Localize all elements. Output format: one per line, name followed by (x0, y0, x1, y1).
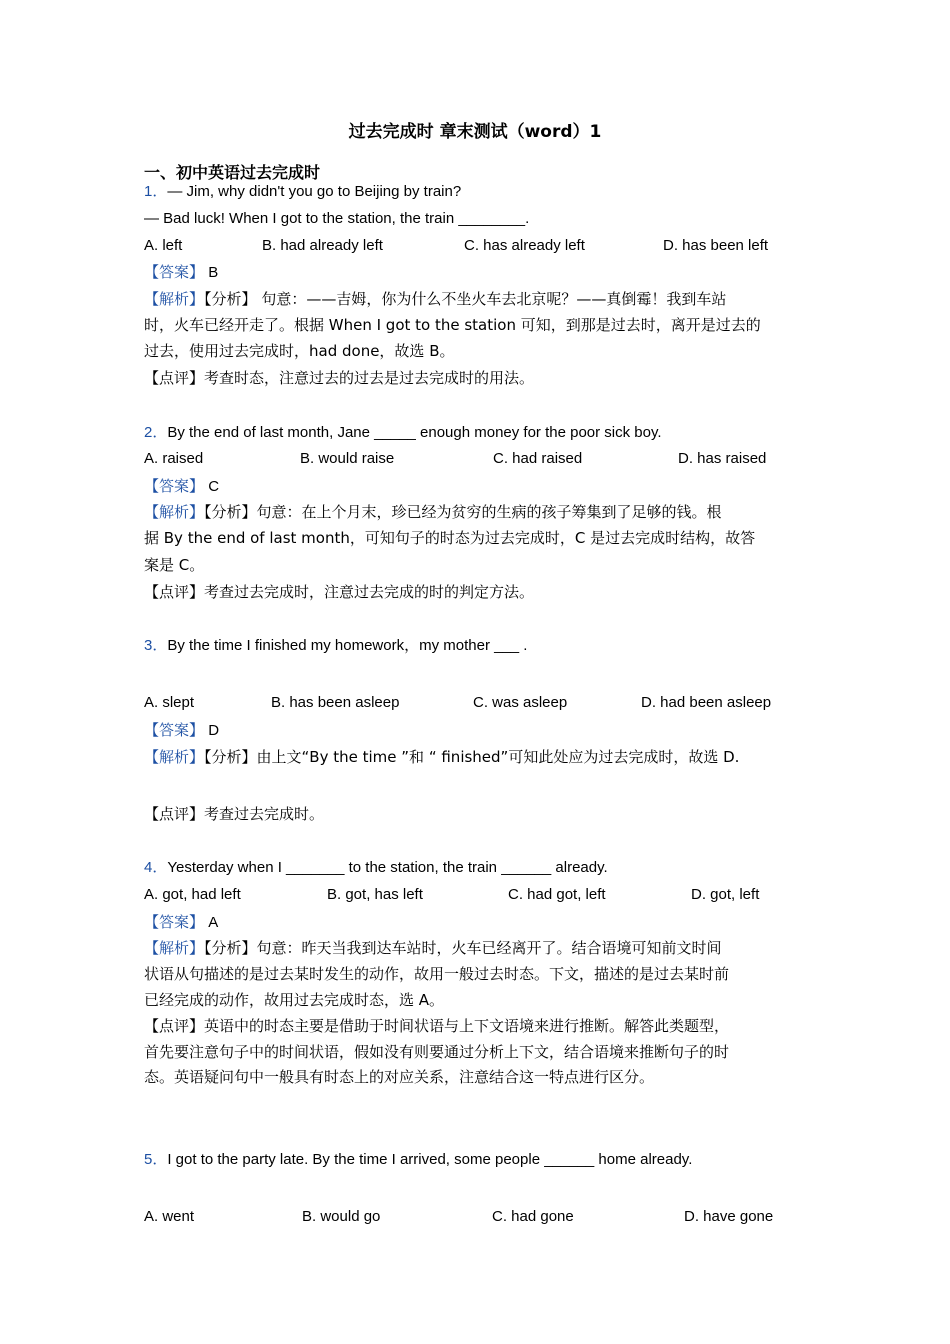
option-c: C. had raised (493, 450, 583, 467)
comment-text: 考查过去完成时。 (204, 805, 325, 823)
option-b: B. would raise (300, 450, 395, 467)
option-a: A. went (144, 1208, 195, 1225)
question-text: Yesterday when I _______ to the station, the train ______ already. (167, 859, 608, 876)
option-d: D. got, left (691, 886, 760, 903)
option-d: D. have gone (684, 1208, 774, 1225)
question-number: 1． (144, 183, 168, 200)
question-number: 5． (144, 1151, 168, 1168)
comment-text: 首先要注意句子中的时间状语，假如没有则要通过分析上下文，结合语境来推断句子的时 (144, 1043, 730, 1061)
option-c: C. had gone (492, 1208, 574, 1225)
comment-label: 【点评】 (144, 583, 205, 601)
page-title: 过去完成时 章末测试（word）1 (348, 122, 602, 142)
option-a: A. raised (144, 450, 204, 467)
comment-line (144, 804, 324, 824)
question-number: 4． (144, 859, 168, 876)
comment-label: 【点评】 (144, 805, 205, 823)
analysis-text: 已经完成的动作，故用过去完成时态，选 A。 (144, 991, 445, 1009)
comment-label: 【点评】 (144, 1017, 205, 1035)
answer-value: C (208, 478, 220, 495)
analysis-text: 时，火车已经开走了。根据 When I got to the station 可知，到那是过去时，离开是过去的 (144, 316, 761, 334)
option-b: B. has been asleep (271, 694, 400, 711)
option-a: A. left (144, 237, 183, 254)
analysis-line (144, 938, 722, 958)
question-text: I got to the party late. By the time I arrived, some people ______ home already. (167, 1151, 693, 1168)
analysis-text: 过去，使用过去完成时，had done，故选 B。 (144, 342, 455, 360)
analysis-label: 【解析】 (144, 503, 205, 521)
answer-line (144, 720, 219, 741)
comment-text: 考查过去完成时，注意过去完成的时的判定方法。 (204, 583, 535, 601)
analysis-label: 【解析】 (144, 939, 205, 957)
option-d: D. has been left (663, 237, 769, 254)
answer-line (144, 476, 219, 497)
analysis-label: 【解析】 (144, 748, 205, 766)
question-5-stem (144, 1150, 692, 1170)
comment-text: 考查时态，注意过去的过去是过去完成时的用法。 (204, 369, 535, 387)
analysis-text: 句意：昨天当我到达车站时，火车已经离开了。结合语境可知前文时间 (256, 939, 722, 957)
option-d: D. had been asleep (641, 694, 772, 711)
fenxi-label: 【分析】 (204, 290, 257, 308)
option-a: A. got, had left (144, 886, 241, 903)
question-number: 2． (144, 424, 168, 441)
option-a: A. slept (144, 694, 195, 711)
question-1-line-2: — Bad luck! When I got to the station, the train ________. (144, 210, 530, 227)
analysis-line (144, 502, 722, 522)
comment-text: 英语中的时态主要是借助于时间状语与上下文语境来进行推断。解答此类题型， (204, 1017, 730, 1035)
answer-label: 【答案】 (144, 263, 205, 281)
answer-line (144, 912, 218, 933)
comment-line (144, 368, 534, 388)
fenxi-label: 【分析】 (204, 939, 257, 957)
analysis-label: 【解析】 (144, 290, 205, 308)
section-heading: 一、初中英语过去完成时 (144, 163, 321, 182)
option-b: B. got, has left (327, 886, 423, 903)
analysis-text: 案是 C。 (144, 556, 205, 574)
analysis-text: 据 By the end of last month，可知句子的时态为过去完成时，C 是过去完成时结构，故答 (144, 529, 756, 547)
fenxi-label: 【分析】 (204, 748, 257, 766)
analysis-line (144, 289, 726, 309)
option-b: B. had already left (262, 237, 383, 254)
answer-value: B (208, 264, 219, 281)
option-b: B. would go (302, 1208, 381, 1225)
comment-line (144, 582, 534, 602)
question-3-stem (144, 636, 527, 656)
answer-label: 【答案】 (144, 721, 205, 739)
question-text: — Jim, why didn't you go to Beijing by train? (167, 183, 462, 200)
option-c: C. had got, left (508, 886, 606, 903)
option-d: D. has raised (678, 450, 767, 467)
question-number: 3． (144, 637, 168, 654)
question-text: By the time I finished my homework，my mother ___ . (167, 637, 528, 654)
comment-label: 【点评】 (144, 369, 205, 387)
option-c: C. was asleep (473, 694, 568, 711)
analysis-text: 由上文“By the time ”和 “ finished”可知此处应为过去完成时，故选 D. (256, 748, 740, 766)
answer-label: 【答案】 (144, 477, 205, 495)
analysis-line (144, 747, 739, 767)
question-text: By the end of last month, Jane _____ enough money for the poor sick boy. (167, 424, 662, 441)
answer-value: D (208, 722, 220, 739)
analysis-text: 句意：——吉姆，你为什么不坐火车去北京呢？——真倒霉！我到车站 (261, 290, 727, 308)
fenxi-label: 【分析】 (204, 503, 257, 521)
comment-line (144, 1016, 729, 1036)
question-4-stem (144, 858, 608, 878)
analysis-text: 句意：在上个月末，珍已经为贫穷的生病的孩子筹集到了足够的钱。根 (256, 503, 722, 521)
option-c: C. has already left (464, 237, 585, 254)
question-1-stem (144, 182, 461, 202)
answer-label: 【答案】 (144, 913, 205, 931)
answer-value: A (208, 914, 219, 931)
question-2-stem (144, 423, 662, 443)
answer-line (144, 262, 218, 283)
comment-text: 态。英语疑问句中一般具有时态上的对应关系，注意结合这一特点进行区分。 (144, 1068, 655, 1086)
analysis-text: 状语从句描述的是过去某时发生的动作，故用一般过去时态。下文，描述的是过去某时前 (144, 965, 730, 983)
